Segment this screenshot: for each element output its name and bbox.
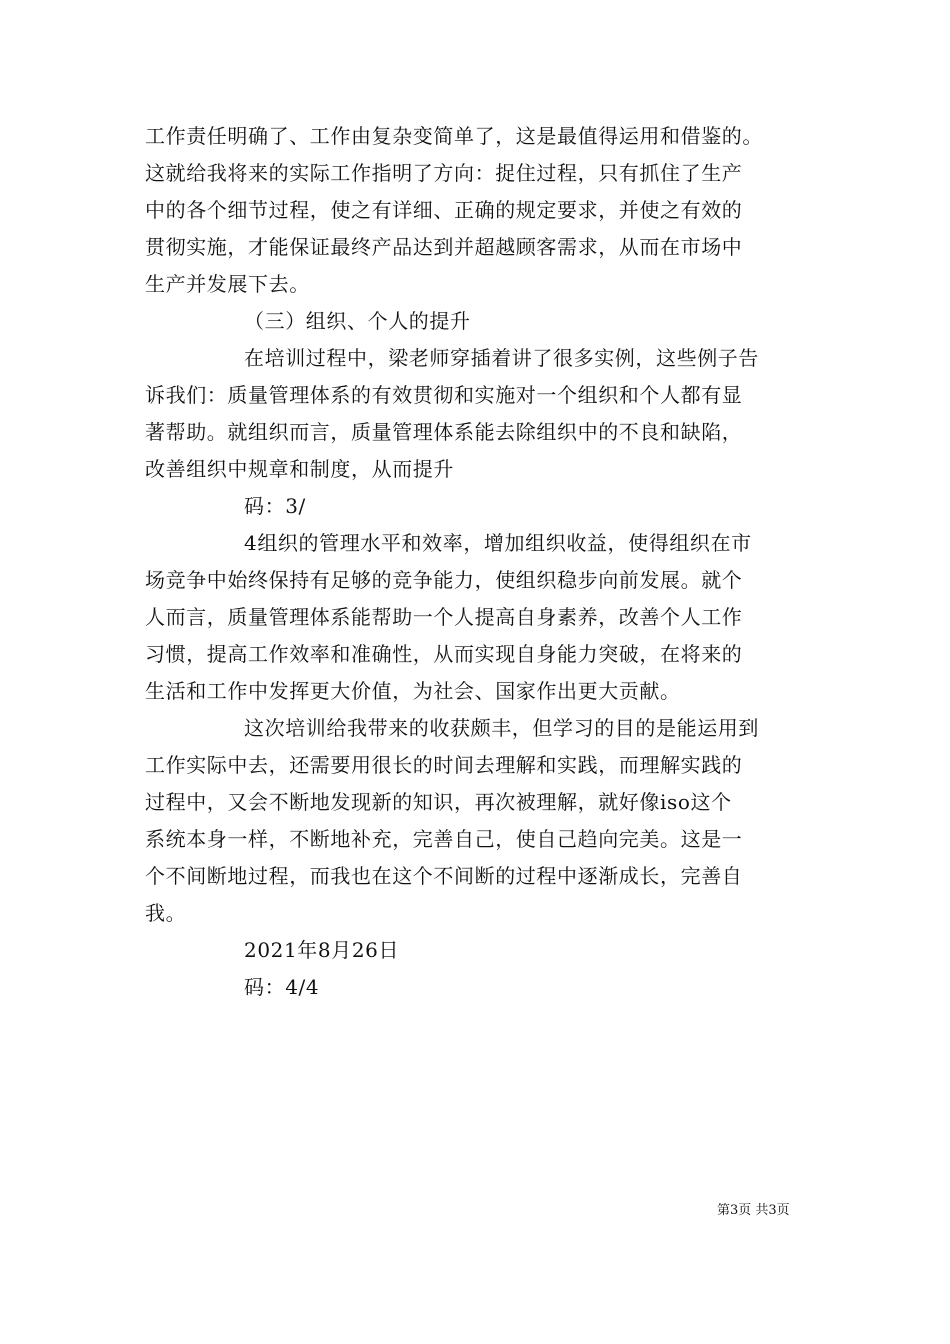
text-line: 工作责任明确了、工作由复杂变简单了，这是最值得运用和借鉴的。 xyxy=(145,124,763,148)
paragraph-start-line: 这次培训给我带来的收获颇丰，但学习的目的是能运用到 xyxy=(244,716,759,740)
text-line: 中的各个细节过程，使之有详细、正确的规定要求，并使之有效的 xyxy=(145,198,743,222)
text-line: 个不间断地过程，而我也在这个不间断的过程中逐渐成长，完善自 xyxy=(145,864,743,888)
text-line: 贯彻实施，才能保证最终产品达到并超越顾客需求，从而在市场中 xyxy=(145,235,743,259)
text-line: 生产并发展下去。 xyxy=(145,272,310,296)
paragraph-start-line: 在培训过程中，梁老师穿插着讲了很多实例，这些例子告 xyxy=(244,346,759,370)
section-heading: （三）组织、个人的提升 xyxy=(244,309,471,333)
text-line: 著帮助。就组织而言，质量管理体系能去除组织中的不良和缺陷， xyxy=(145,420,743,444)
text-line: 过程中，又会不断地发现新的知识，再次被理解，就好像iso这个 xyxy=(145,790,732,814)
text-line: 习惯，提高工作效率和准确性，从而实现自身能力突破，在将来的 xyxy=(145,642,743,666)
text-line: 我。 xyxy=(145,901,187,925)
page-footer: 第3页 共3页 xyxy=(717,1203,790,1218)
text-line: 改善组织中规章和制度，从而提升 xyxy=(145,457,454,481)
text-line: 这就给我将来的实际工作指明了方向：捉住过程，只有抓住了生产 xyxy=(145,161,743,185)
page-code-marker: 码：4/4 xyxy=(244,975,320,999)
document-date: 2021年8月26日 xyxy=(244,938,400,962)
text-line: 诉我们：质量管理体系的有效贯彻和实施对一个组织和个人都有显 xyxy=(145,383,743,407)
text-line: 人而言，质量管理体系能帮助一个人提高自身素养，改善个人工作 xyxy=(145,605,743,629)
text-line: 生活和工作中发挥更大价值，为社会、国家作出更大贡献。 xyxy=(145,679,681,703)
text-line: 系统本身一样，不断地补充，完善自己，使自己趋向完美。这是一 xyxy=(145,827,743,851)
text-line: 工作实际中去，还需要用很长的时间去理解和实践，而理解实践的 xyxy=(145,753,743,777)
page-code-marker: 码：3/ xyxy=(244,494,306,518)
text-line: 场竞争中始终保持有足够的竞争能力，使组织稳步向前发展。就个 xyxy=(145,568,743,592)
paragraph-start-line: 4组织的管理水平和效率，增加组织收益，使得组织在市 xyxy=(244,531,752,555)
